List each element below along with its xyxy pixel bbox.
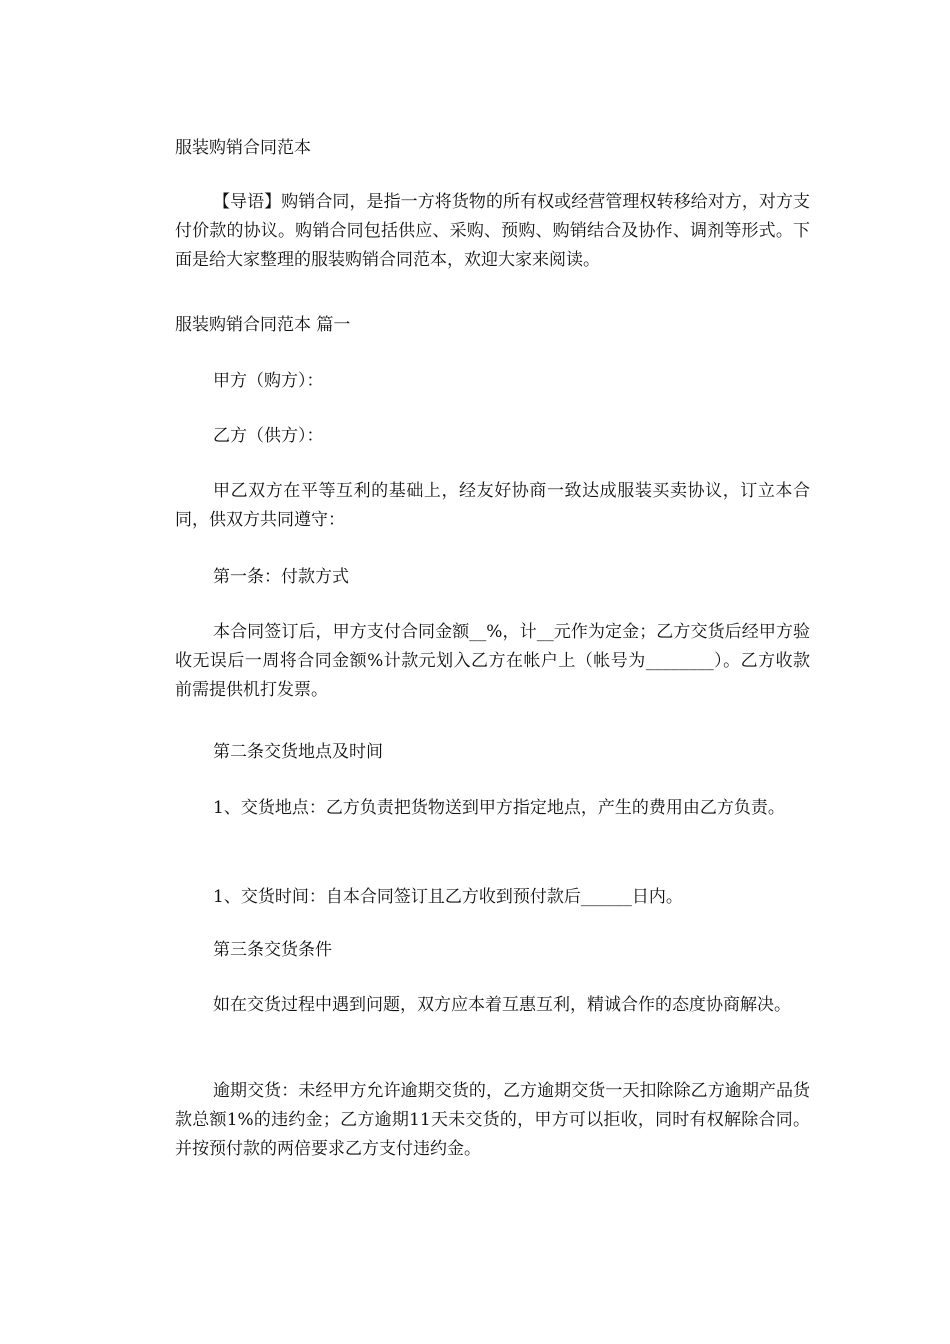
article3-body: 如在交货过程中遇到问题，双方应本着互惠互利，精诚合作的态度协商解决。	[213, 995, 791, 1015]
article3-title: 第三条交货条件	[213, 940, 332, 960]
intro-paragraph: 【导语】购销合同，是指一方将货物的所有权或经营管理权转移给对方，对方支付价款的协议。购销合同包括供应、采购、预购、购销结合及协作、调剂等形式。下面是给大家整理的服装购销合同范本，欢迎大家来阅读。	[175, 192, 810, 270]
article2-item-location: 1、交货地点：乙方负责把货物送到甲方指定地点，产生的费用由乙方负责。	[213, 798, 785, 818]
article1-body: 本合同签订后，甲方支付合同金额__%，计__元作为定金；乙方交货后经甲方验收无误后一周将合同金额%计款元划入乙方在帐户上（帐号为________）。乙方收款前需提供机打发票。	[175, 622, 810, 700]
article3-overdue-paragraph: 逾期交货：未经甲方允许逾期交货的，乙方逾期交货一天扣除除乙方逾期产品货款总额1%的违约金；乙方逾期11天未交货的，甲方可以拒收，同时有权解除合同。并按预付款的两倍要求乙方支付违约金。	[175, 1081, 810, 1159]
section-title: 服装购销合同范本 篇一	[175, 315, 351, 335]
party-b-line: 乙方（供方）：	[213, 426, 324, 446]
article1-title: 第一条：付款方式	[213, 567, 349, 587]
article2-item-time: 1、交货时间：自本合同签订且乙方收到预付款后______日内。	[213, 887, 683, 907]
article2-title: 第二条交货地点及时间	[213, 742, 383, 762]
preamble-paragraph: 甲乙双方在平等互利的基础上，经友好协商一致达成服装买卖协议，订立本合同，供双方共同遵守：	[175, 481, 810, 530]
document-title: 服装购销合同范本	[175, 138, 311, 158]
party-a-line: 甲方（购方）：	[213, 371, 324, 391]
